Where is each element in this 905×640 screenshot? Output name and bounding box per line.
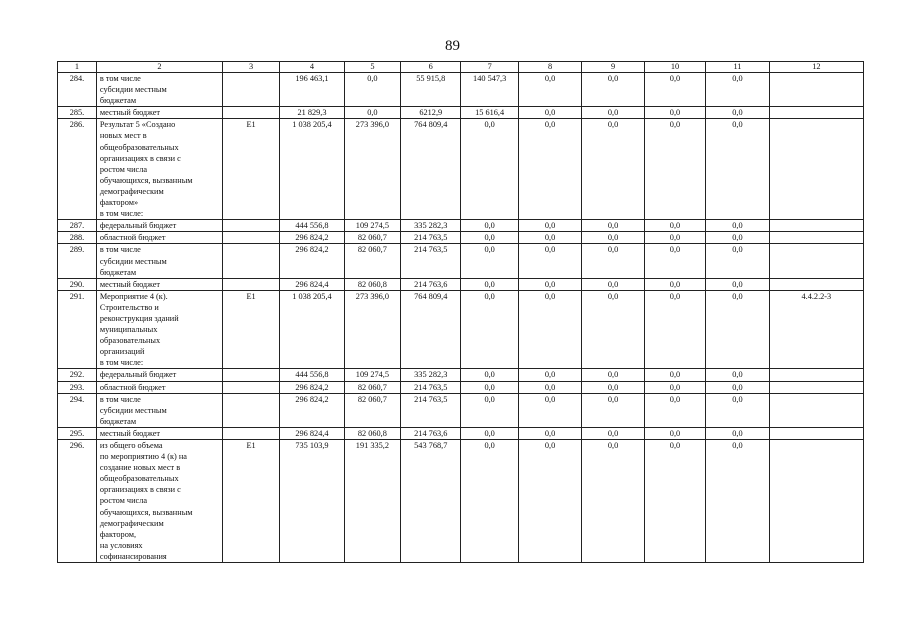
- row-description: [96, 278, 222, 290]
- value-cell: 0,0: [518, 427, 581, 439]
- value-cell: 0,0: [518, 440, 581, 563]
- row-number: 292.: [58, 369, 97, 381]
- row-number: 287.: [58, 220, 97, 232]
- row-code: Е1: [222, 119, 279, 220]
- description-line: субсидии местным: [99, 256, 167, 266]
- value-cell: 0,0: [706, 381, 769, 393]
- row-reference: [769, 220, 863, 232]
- value-cell: 0,0: [582, 73, 644, 107]
- value-cell: 0,0: [582, 278, 644, 290]
- value-cell: 82 060,8: [344, 427, 400, 439]
- value-cell: 0,0: [644, 107, 705, 119]
- value-cell: 214 763,6: [401, 278, 461, 290]
- value-cell: 140 547,3: [461, 73, 518, 107]
- value-cell: 444 556,8: [280, 220, 345, 232]
- value-cell: 0,0: [461, 244, 518, 278]
- description-line: ростом числа: [99, 164, 148, 174]
- row-number: 294.: [58, 393, 97, 427]
- row-code: [222, 244, 279, 278]
- value-cell: 214 763,6: [401, 427, 461, 439]
- value-cell: 0,0: [706, 119, 769, 220]
- description-line: в том числе: [99, 394, 141, 404]
- description-line: демографическим: [99, 186, 164, 196]
- table-row: [58, 107, 864, 119]
- table-row: [58, 220, 864, 232]
- row-code: [222, 393, 279, 427]
- value-cell: 0,0: [706, 278, 769, 290]
- description-line: Мероприятие 4 (к).: [99, 291, 168, 301]
- table-row: [58, 232, 864, 244]
- value-cell: 191 335,2: [344, 440, 400, 563]
- value-cell: 444 556,8: [280, 369, 345, 381]
- value-cell: 0,0: [461, 369, 518, 381]
- value-cell: 0,0: [644, 73, 705, 107]
- row-description: [96, 244, 222, 278]
- table-row: [58, 427, 864, 439]
- row-reference: [769, 393, 863, 427]
- table-row: [58, 369, 864, 381]
- description-line: организациях в связи с: [99, 485, 181, 495]
- table-body: [58, 73, 864, 563]
- value-cell: 0,0: [706, 427, 769, 439]
- row-description: [96, 73, 222, 107]
- description-line: местный бюджет: [99, 428, 161, 438]
- value-cell: 82 060,7: [344, 393, 400, 427]
- row-reference: [769, 119, 863, 220]
- description-line: обучающихся, вызванным: [99, 175, 193, 185]
- value-cell: 109 274,5: [344, 369, 400, 381]
- value-cell: 0,0: [644, 278, 705, 290]
- value-cell: 0,0: [518, 290, 581, 369]
- description-line: местный бюджет: [99, 108, 161, 118]
- value-cell: 273 396,0: [344, 290, 400, 369]
- value-cell: 0,0: [461, 232, 518, 244]
- row-reference: [769, 278, 863, 290]
- row-code: [222, 107, 279, 119]
- row-code: [222, 220, 279, 232]
- value-cell: 0,0: [644, 220, 705, 232]
- value-cell: 0,0: [582, 381, 644, 393]
- value-cell: 335 282,3: [401, 220, 461, 232]
- budget-table: [57, 61, 864, 563]
- value-cell: 0,0: [706, 73, 769, 107]
- value-cell: 6212,9: [401, 107, 461, 119]
- column-header: 5: [344, 62, 400, 73]
- description-line: организациях в связи с: [99, 153, 181, 163]
- value-cell: 296 824,2: [280, 393, 345, 427]
- value-cell: 764 809,4: [401, 290, 461, 369]
- value-cell: 0,0: [706, 107, 769, 119]
- value-cell: 0,0: [706, 393, 769, 427]
- description-line: новых мест в: [99, 131, 147, 141]
- row-reference: [769, 232, 863, 244]
- description-line: образовательных: [99, 336, 161, 346]
- value-cell: 0,0: [582, 440, 644, 563]
- description-line: в том числе: [99, 74, 141, 83]
- value-cell: 0,0: [582, 107, 644, 119]
- row-number: 293.: [58, 381, 97, 393]
- row-number: 285.: [58, 107, 97, 119]
- value-cell: 0,0: [518, 107, 581, 119]
- value-cell: 0,0: [644, 244, 705, 278]
- row-code: [222, 427, 279, 439]
- value-cell: 15 616,4: [461, 107, 518, 119]
- row-reference: [769, 73, 863, 107]
- value-cell: 0,0: [582, 369, 644, 381]
- value-cell: 0,0: [461, 393, 518, 427]
- row-number: 289.: [58, 244, 97, 278]
- row-reference: [769, 369, 863, 381]
- value-cell: 0,0: [706, 369, 769, 381]
- description-line: из общего объема: [99, 441, 163, 450]
- value-cell: 0,0: [644, 369, 705, 381]
- column-header: 7: [461, 62, 518, 73]
- row-number: 286.: [58, 119, 97, 220]
- column-header: 2: [96, 62, 222, 73]
- row-number: 291.: [58, 290, 97, 369]
- value-cell: 296 824,4: [280, 278, 345, 290]
- value-cell: 82 060,7: [344, 381, 400, 393]
- row-reference: [769, 107, 863, 119]
- value-cell: 0,0: [582, 244, 644, 278]
- value-cell: 0,0: [706, 220, 769, 232]
- value-cell: 0,0: [644, 232, 705, 244]
- value-cell: 0,0: [518, 232, 581, 244]
- column-header: 8: [518, 62, 581, 73]
- description-line: обучающихся, вызванным: [99, 507, 193, 517]
- description-line: в том числе:: [99, 358, 144, 368]
- value-cell: 0,0: [461, 278, 518, 290]
- value-cell: 0,0: [582, 232, 644, 244]
- row-description: [96, 369, 222, 381]
- value-cell: 0,0: [518, 278, 581, 290]
- value-cell: 0,0: [582, 119, 644, 220]
- value-cell: 0,0: [644, 440, 705, 563]
- description-line: софинансирования: [99, 551, 167, 561]
- value-cell: 735 103,9: [280, 440, 345, 563]
- description-line: общеобразовательных: [99, 142, 179, 152]
- row-description: [96, 232, 222, 244]
- value-cell: 764 809,4: [401, 119, 461, 220]
- value-cell: 196 463,1: [280, 73, 345, 107]
- table-row: [58, 381, 864, 393]
- header-row: [58, 62, 864, 73]
- value-cell: 296 824,2: [280, 232, 345, 244]
- value-cell: 0,0: [518, 393, 581, 427]
- value-cell: 0,0: [518, 119, 581, 220]
- value-cell: 0,0: [706, 232, 769, 244]
- row-description: [96, 393, 222, 427]
- value-cell: 0,0: [518, 220, 581, 232]
- row-description: [96, 440, 222, 563]
- description-line: ростом числа: [99, 496, 148, 506]
- column-header: 4: [280, 62, 345, 73]
- value-cell: 0,0: [518, 369, 581, 381]
- description-line: местный бюджет: [99, 279, 161, 289]
- row-description: [96, 381, 222, 393]
- description-line: фактором»: [99, 198, 139, 208]
- value-cell: 0,0: [582, 290, 644, 369]
- row-number: 290.: [58, 278, 97, 290]
- row-description: [96, 107, 222, 119]
- description-line: федеральный бюджет: [99, 370, 177, 380]
- table-row: [58, 440, 864, 563]
- description-line: по мероприятию 4 (к) на: [99, 452, 187, 462]
- value-cell: 0,0: [461, 290, 518, 369]
- row-description: [96, 427, 222, 439]
- row-reference: [769, 381, 863, 393]
- page-number: 89: [445, 38, 460, 54]
- description-line: субсидии местным: [99, 85, 167, 95]
- value-cell: 0,0: [518, 244, 581, 278]
- value-cell: 0,0: [644, 119, 705, 220]
- value-cell: 0,0: [644, 427, 705, 439]
- description-line: Строительство и: [99, 302, 159, 312]
- table-row: [58, 73, 864, 107]
- table-row: [58, 278, 864, 290]
- column-header: 11: [706, 62, 769, 73]
- column-header: 1: [58, 62, 97, 73]
- value-cell: 296 824,2: [280, 381, 345, 393]
- value-cell: 0,0: [644, 393, 705, 427]
- value-cell: 0,0: [582, 393, 644, 427]
- value-cell: 0,0: [582, 427, 644, 439]
- column-header: 12: [769, 62, 863, 73]
- value-cell: 273 396,0: [344, 119, 400, 220]
- table-row: [58, 119, 864, 220]
- row-code: [222, 278, 279, 290]
- row-description: [96, 119, 222, 220]
- description-line: организаций: [99, 347, 145, 357]
- description-line: демографическим: [99, 518, 164, 528]
- table-row: [58, 244, 864, 278]
- description-line: общеобразовательных: [99, 474, 179, 484]
- row-code: Е1: [222, 440, 279, 563]
- column-header: 6: [401, 62, 461, 73]
- description-line: федеральный бюджет: [99, 221, 177, 231]
- value-cell: 0,0: [582, 220, 644, 232]
- value-cell: 0,0: [461, 220, 518, 232]
- description-line: создание новых мест в: [99, 463, 181, 473]
- value-cell: 0,0: [644, 381, 705, 393]
- value-cell: 296 824,2: [280, 244, 345, 278]
- value-cell: 0,0: [706, 440, 769, 563]
- value-cell: 0,0: [706, 244, 769, 278]
- value-cell: 0,0: [461, 119, 518, 220]
- row-number: 284.: [58, 73, 97, 107]
- column-header: 3: [222, 62, 279, 73]
- value-cell: 0,0: [344, 73, 400, 107]
- value-cell: 82 060,7: [344, 244, 400, 278]
- row-description: [96, 290, 222, 369]
- description-line: бюджетам: [99, 96, 137, 106]
- description-line: фактором,: [99, 529, 137, 539]
- row-code: [222, 232, 279, 244]
- row-reference: [769, 244, 863, 278]
- row-description: [96, 220, 222, 232]
- row-code: [222, 381, 279, 393]
- description-line: областной бюджет: [99, 382, 166, 392]
- value-cell: 214 763,5: [401, 232, 461, 244]
- description-line: Результат 5 «Создано: [99, 120, 176, 130]
- row-reference: 4.4.2.2-3: [769, 290, 863, 369]
- value-cell: 214 763,5: [401, 244, 461, 278]
- value-cell: 1 038 205,4: [280, 119, 345, 220]
- value-cell: 21 829,3: [280, 107, 345, 119]
- value-cell: 296 824,4: [280, 427, 345, 439]
- description-line: бюджетам: [99, 416, 137, 426]
- value-cell: 543 768,7: [401, 440, 461, 563]
- value-cell: 0,0: [344, 107, 400, 119]
- row-reference: [769, 440, 863, 563]
- value-cell: 109 274,5: [344, 220, 400, 232]
- description-line: субсидии местным: [99, 405, 167, 415]
- table-row: [58, 393, 864, 427]
- value-cell: 214 763,5: [401, 393, 461, 427]
- value-cell: 0,0: [461, 381, 518, 393]
- value-cell: 0,0: [518, 73, 581, 107]
- value-cell: 0,0: [644, 290, 705, 369]
- value-cell: 55 915,8: [401, 73, 461, 107]
- row-code: [222, 369, 279, 381]
- table-row: [58, 290, 864, 369]
- value-cell: 0,0: [706, 290, 769, 369]
- description-line: реконструкция зданий: [99, 313, 179, 323]
- row-reference: [769, 427, 863, 439]
- description-line: в том числе:: [99, 209, 144, 219]
- value-cell: 1 038 205,4: [280, 290, 345, 369]
- value-cell: 0,0: [518, 381, 581, 393]
- column-header: 10: [644, 62, 705, 73]
- description-line: в том числе: [99, 245, 141, 255]
- value-cell: 214 763,5: [401, 381, 461, 393]
- row-code: Е1: [222, 290, 279, 369]
- description-line: бюджетам: [99, 267, 137, 277]
- row-number: 296.: [58, 440, 97, 563]
- row-number: 295.: [58, 427, 97, 439]
- value-cell: 0,0: [461, 427, 518, 439]
- value-cell: 82 060,8: [344, 278, 400, 290]
- value-cell: 335 282,3: [401, 369, 461, 381]
- description-line: муниципальных: [99, 325, 158, 335]
- value-cell: 82 060,7: [344, 232, 400, 244]
- column-header: 9: [582, 62, 644, 73]
- description-line: областной бюджет: [99, 233, 166, 243]
- row-number: 288.: [58, 232, 97, 244]
- value-cell: 0,0: [461, 440, 518, 563]
- row-code: [222, 73, 279, 107]
- description-line: на условиях: [99, 540, 143, 550]
